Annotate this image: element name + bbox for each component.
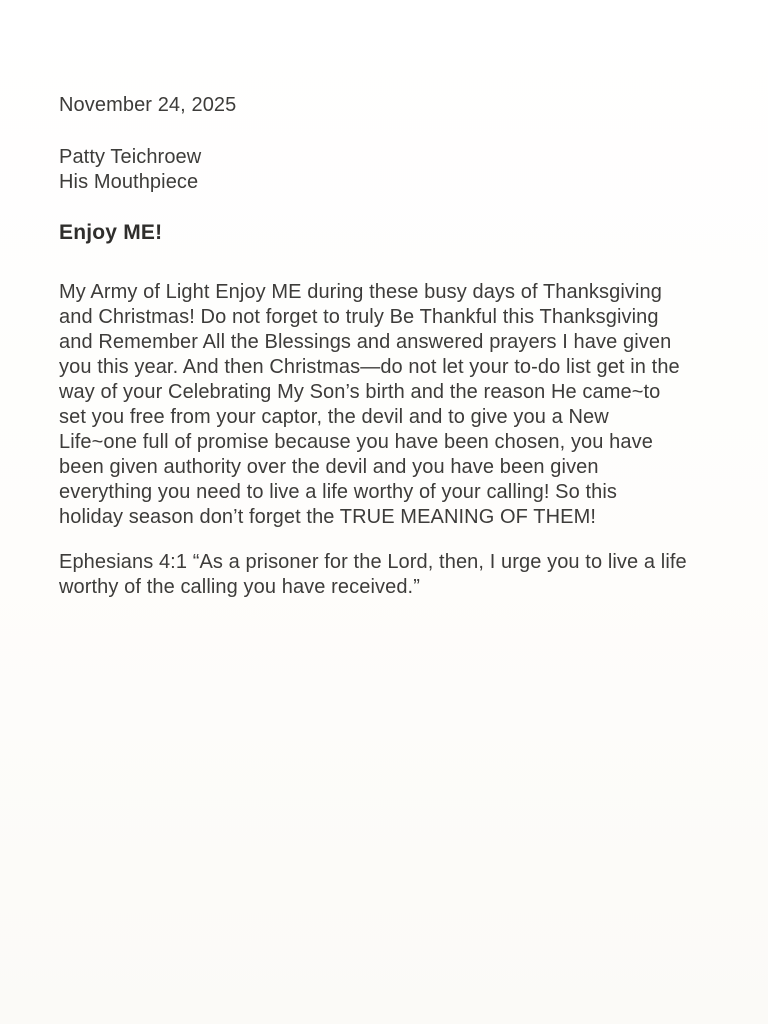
body-line: and Remember All the Blessings and answered prayers I have given [59, 331, 672, 353]
letter-heading: Enjoy ME! [59, 221, 163, 244]
body-line: Life~one full of promise because you have been chosen, you have [59, 431, 653, 453]
scripture-line: worthy of the calling you have received.” [59, 576, 420, 598]
body-line: way of your Celebrating My Son’s birth and the reason He came~to [59, 381, 661, 403]
body-line: holiday season don’t forget the TRUE MEANING OF THEM! [59, 506, 596, 528]
body-line: My Army of Light Enjoy ME during these busy days of Thanksgiving [59, 281, 662, 303]
letter-body [59, 280, 748, 530]
sender-name: Patty Teichroew [59, 146, 202, 168]
body-line: you this year. And then Christmas—do not let your to-do list get in the [59, 356, 680, 378]
scripture-quote [59, 550, 748, 600]
scripture-line: Ephesians 4:1 “As a prisoner for the Lord, then, I urge you to live a life [59, 551, 687, 573]
sender-block [59, 145, 748, 195]
body-line: been given authority over the devil and you have been given [59, 456, 599, 478]
body-line: set you free from your captor, the devil and to give you a New [59, 406, 609, 428]
letter-date: November 24, 2025 [59, 94, 237, 116]
body-line: everything you need to live a life worthy of your calling! So this [59, 481, 618, 503]
body-line: and Christmas! Do not forget to truly Be Thankful this Thanksgiving [59, 306, 659, 328]
sender-title: His Mouthpiece [59, 171, 199, 193]
